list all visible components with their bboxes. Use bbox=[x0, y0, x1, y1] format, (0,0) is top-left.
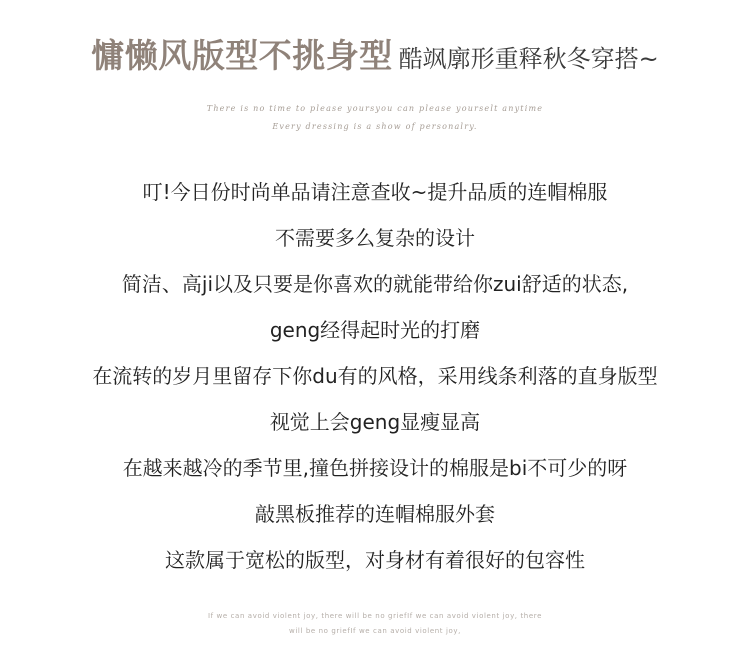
description-line: 简洁、高ji以及只要是你喜欢的就能带给你zui舒适的状态, bbox=[121, 272, 629, 296]
page-subtitle: 酷飒廓形重释秋冬穿搭~ bbox=[398, 45, 659, 73]
footer-line-1: If we can avoid violent joy, there will be no griefIf we can avoid violent joy, there bbox=[208, 612, 542, 620]
page-title: 慵懒风版型不挑身型 bbox=[91, 36, 393, 75]
description-line: 视觉上会geng显瘦显高 bbox=[269, 410, 481, 434]
description-line: geng经得起时光的打磨 bbox=[269, 318, 481, 342]
description-line: 敲黑板推荐的连帽棉服外套 bbox=[255, 502, 495, 526]
description-line: 不需要多么复杂的设计 bbox=[275, 226, 475, 250]
description-line: 在越来越冷的季节里,撞色拼接设计的棉服是bi不可少的呀 bbox=[122, 456, 628, 480]
description-line: 这款属于宽松的版型，对身材有着很好的包容性 bbox=[165, 548, 585, 572]
footer-line-2: will be no griefIf we can avoid violent joy, bbox=[289, 627, 461, 635]
page-header bbox=[0, 30, 750, 77]
description-line: 叮!今日份时尚单品请注意查收~提升品质的连帽棉服 bbox=[142, 180, 608, 204]
description-line: 在流转的岁月里留存下你du有的风格，采用线条利落的直身版型 bbox=[92, 364, 658, 388]
tagline-line-2: Every dressing is a show of personalry. bbox=[272, 122, 478, 131]
description-block bbox=[0, 175, 750, 589]
tagline-line-1: There is no time to please yoursyou can please yourselt anytime bbox=[206, 104, 544, 113]
